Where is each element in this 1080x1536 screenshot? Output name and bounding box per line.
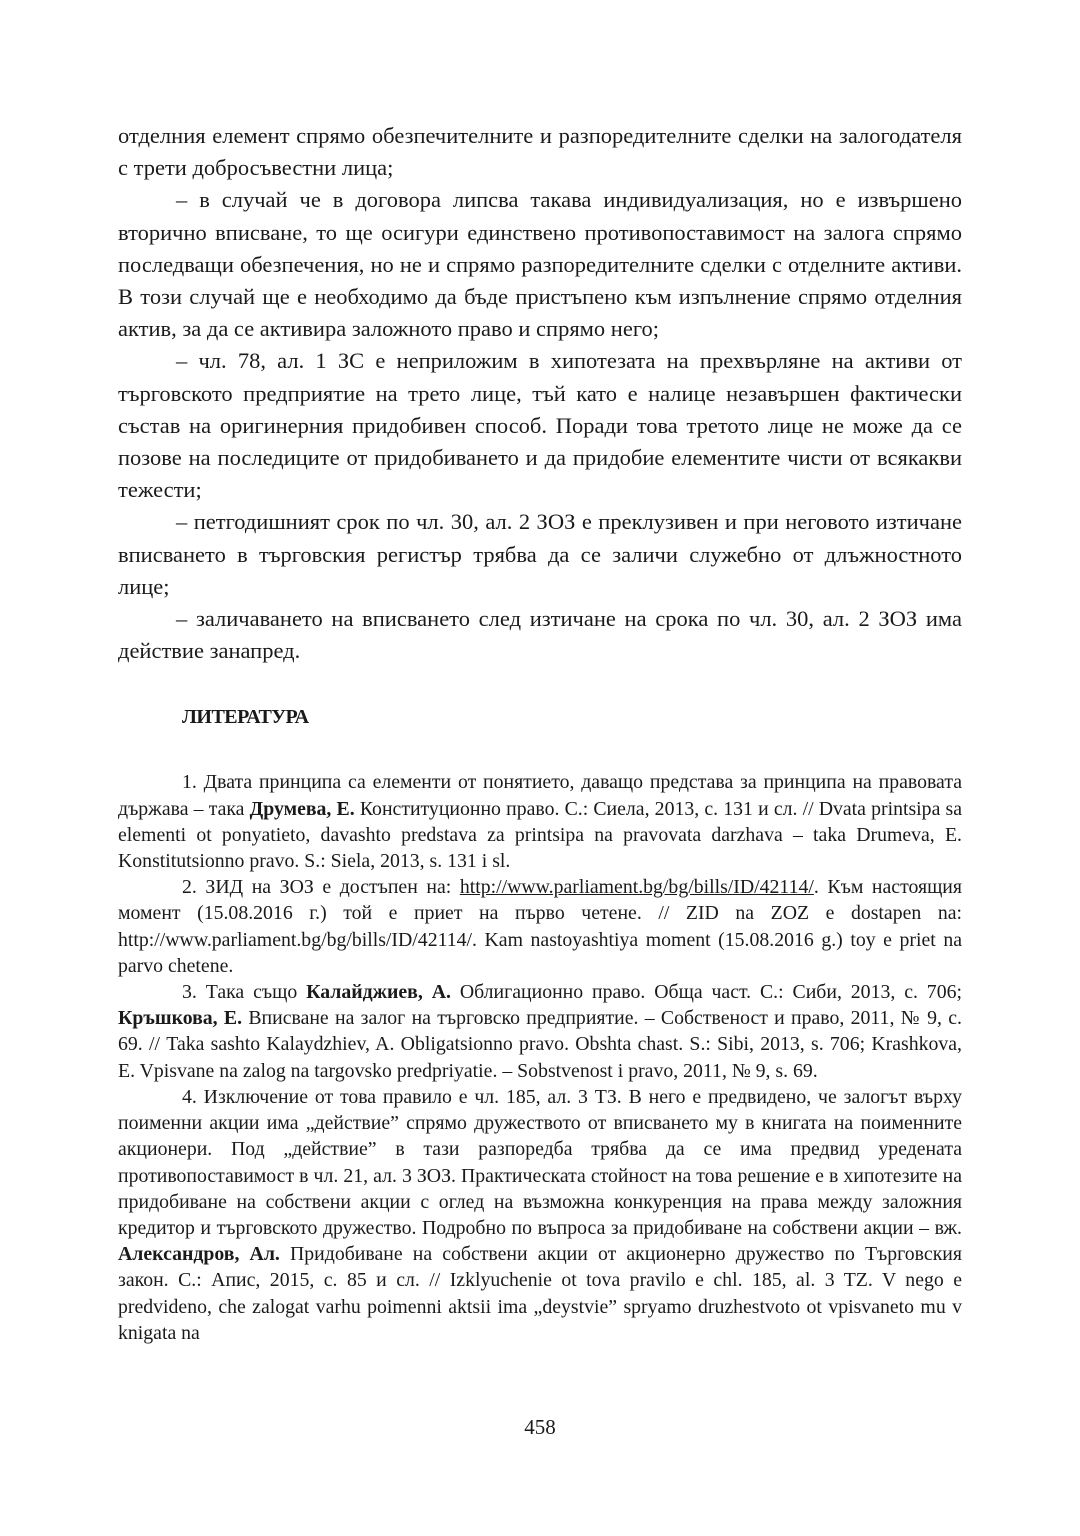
reference-text: Облигационно право. Обща част. С.: Сиби, 2013, с. 706; (450, 981, 962, 1004)
reference-text: 4. Изключение от това правило е чл. 185, ал. 3 ТЗ. В него е предвидено, че залогът върху поименни акции има „действие” спрямо дружеството от вписването му в книгата на поименните акционери. Под „действие” в тази разпоредба трябва да се има предвид уредената противопоставимост в чл. 21, ал. 3 ЗОЗ. Практическата стойност на това решение е в хипотезите на придобиване на собствени акции с оглед на възможна конкуренция на права между заложния кредитор и търговското дружество. Подробно по въпроса за придобиване на собствени акции – вж. (118, 1085, 962, 1239)
paragraph-list-item: – чл. 78, ал. 1 ЗС е неприложим в хипотезата на прехвърляне на активи от търговското предприятие на трето лице, тъй като е налице незавършен фактически състав на оригинерния придобивен способ. Поради това третото лице не може да се позове на последиците от придобиването и да придобие елементите чисти от всякакви тежести; (118, 348, 962, 503)
references-list (118, 769, 962, 1345)
reference-link[interactable]: http://www.parliament.bg/bg/bills/ID/42114/ (459, 876, 814, 899)
paragraph-continuation: отделния елемент спрямо обезпечителните и разпоредителните сделки на залогодателя с трети добросъвестни лица; (118, 123, 962, 181)
reference-text: Придобиване на собствени акции от акционерно дружество по Търговския закон. С.: Апис, 2015, с. 85 и сл. // Izklyuchenie ot tova pravilo e chl. 185, al. 3 TZ. V nego e predvideno, che zalogat varhu poimenni aktsii ima „deystvie” spryamo druzhestvoto ot vpisvaneto mu v knigata na (118, 1243, 962, 1344)
reference-item (118, 874, 962, 979)
reference-author: Калайджиев, А. (306, 981, 451, 1004)
reference-item (118, 769, 962, 874)
references-heading: ЛИТЕРАТУРА (182, 706, 309, 729)
reference-item (118, 1084, 962, 1346)
page-number: 458 (524, 1415, 556, 1439)
reference-text: 3. Така също (182, 981, 307, 1004)
paragraph-list-item: – петгодишният срок по чл. 30, ал. 2 ЗОЗ е преклузивен и при неговото изтичане вписването в търговския регистър трябва да се заличи служебно от длъжностното лице; (118, 509, 962, 599)
reference-text: 1. Двата принципа са елементи от понятието, даващо представа за принципа на правовата държава – така (118, 771, 962, 820)
paragraph-list-item: – в случай че в договора липсва такава индивидуализация, но е извършено вторично вписване, то ще осигури единствено противопоставимост на залога спрямо последващи обезпечения, но не и спрямо разпоредителните сделки с отделните активи. В този случай ще е необходимо да бъде пристъпено към изпълнение спрямо отделния актив, за да се активира заложното право и спрямо него; (118, 187, 962, 342)
reference-text: Конституционно право. С.: Сиела, 2013, с. 131 и сл. // Dvata printsipa sa elementi ot ponyatieto, davashto predstava za printsipa na pravovata darzhava – taka Drumeva, E. Konstitutsionno pravo. S.: Siela, 2013, s. 131 i sl. (118, 797, 962, 873)
page-content (118, 120, 962, 1346)
paragraph-list-item: – заличаването на вписването след изтичане на срока по чл. 30, ал. 2 ЗОЗ има действие занапред. (118, 606, 962, 664)
reference-text: 2. ЗИД на ЗОЗ е достъпен на: (182, 876, 460, 899)
reference-item (118, 979, 962, 1084)
reference-text: Вписване на залог на търговско предприятие. – Собственост и право, 2011, № 9, с. 69. // Taka sashto Kalaydzhiev, A. Obligatsionno pravo. Obshta chast. S.: Sibi, 2013, s. 706; Krashkova, E. Vpisvane na zalog na targovsko predpriyatie. – Sobstvenost i pravo, 2011, № 9, s. 69. (118, 1007, 963, 1082)
reference-author: Александров, Ал. (118, 1243, 280, 1266)
reference-text: . Към настоящия момент (15.08.2016 г.) той е приет на първо четене. // ZID na ZOZ e dostapen na: http://www.parliament.bg/bg/bills/ID/42114/. Kam nastoyashtiya moment (15.08.2016 g.) toy e priet na parvo chetene. (118, 876, 962, 977)
reference-author: Кръшкова, Е. (118, 1007, 243, 1030)
reference-author: Друмева, Е. (249, 797, 355, 820)
main-text (118, 120, 962, 667)
